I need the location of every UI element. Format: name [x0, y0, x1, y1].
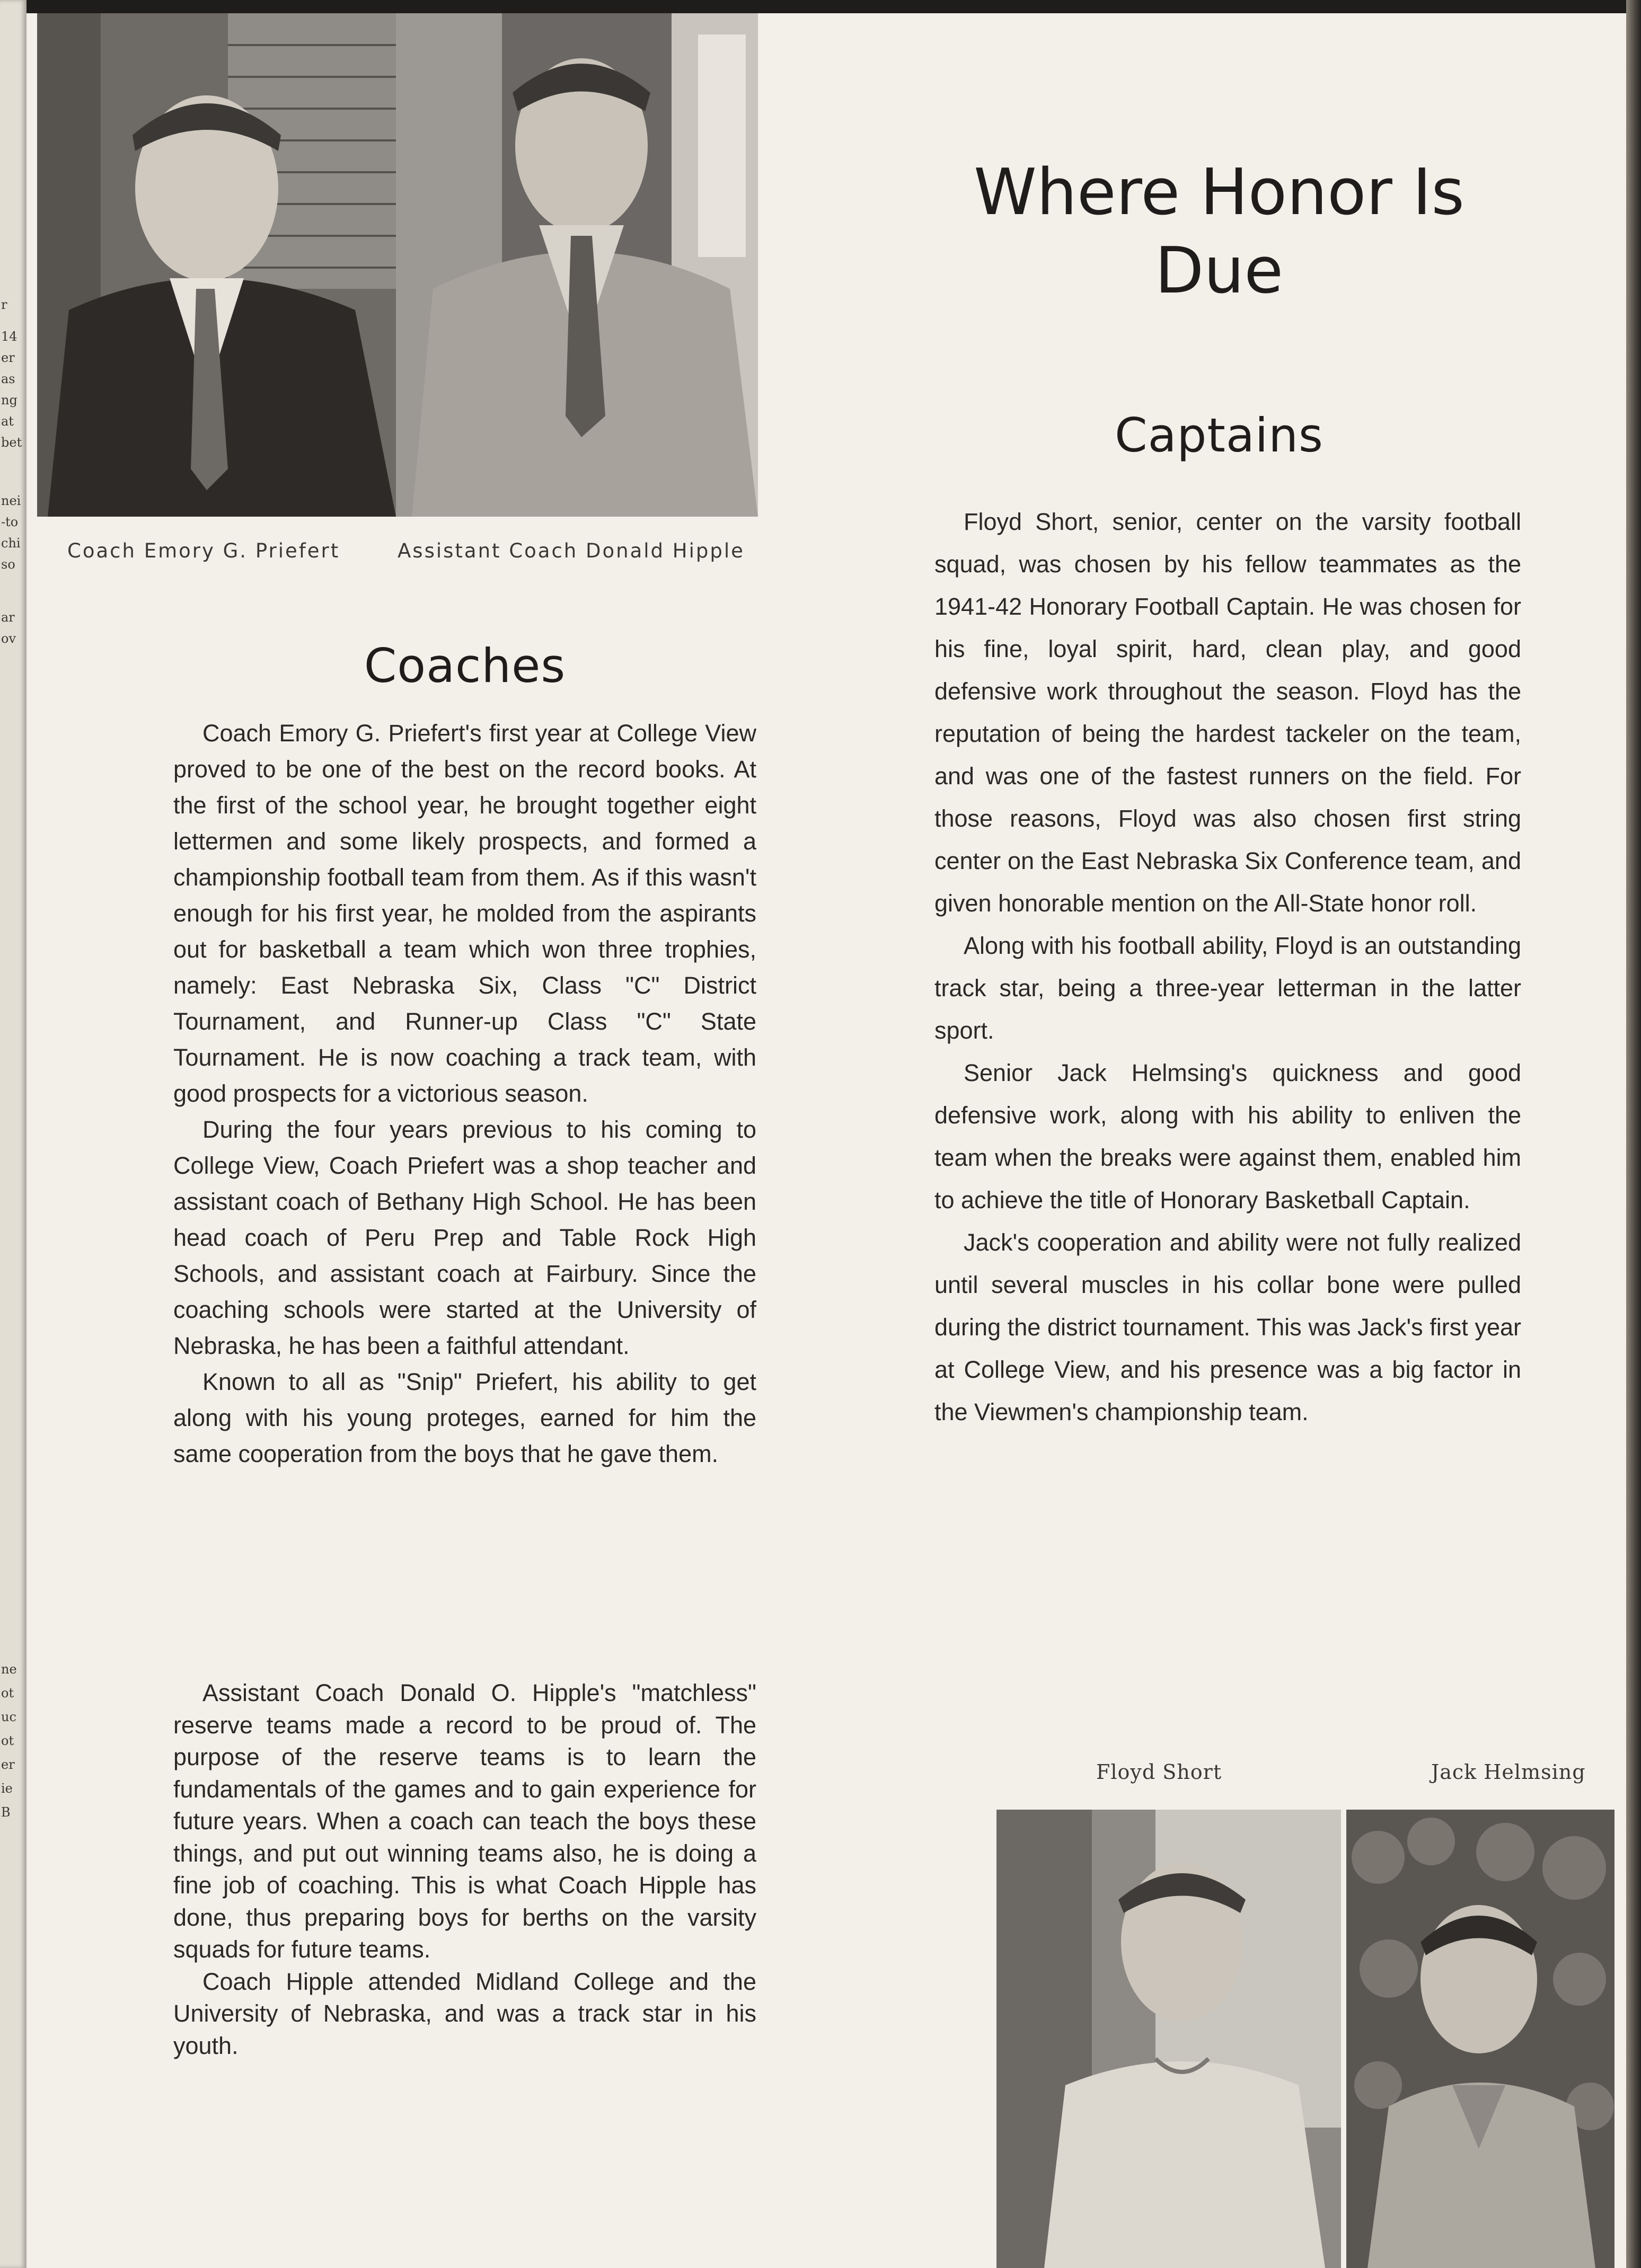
previous-page-edge: [0, 0, 27, 2268]
prev-page-fragment: ov: [1, 631, 16, 646]
captains-body: [934, 501, 1521, 1433]
prev-page-fragment: er: [1, 1757, 15, 1772]
photo-jack-helmsing: [1346, 1810, 1614, 2268]
caption-coach-priefert: Coach Emory G. Priefert: [67, 539, 340, 562]
captains-paragraph: Along with his football ability, Floyd is an outstanding track star, being a three-year letterman in the latter sport.: [934, 932, 1521, 1044]
photo-coach-priefert: [37, 13, 396, 517]
prev-page-fragment: ot: [1, 1686, 14, 1700]
prev-page-fragment: as: [1, 371, 15, 386]
photo-floyd-short: [996, 1810, 1341, 2268]
prev-page-fragment: ng: [1, 393, 17, 407]
prev-page-fragment: ie: [1, 1781, 13, 1796]
page-binding-edge: [1626, 0, 1641, 2268]
prev-page-fragment: ot: [1, 1733, 14, 1748]
coaches-paragraph: Coach Emory G. Priefert's first year at College View proved to be one of the best on the record books. At the first of the school year, he brought together eight lettermen and some likely prospects, and formed a championship football team from them. As if this wasn't enough for his first year, he molded from the aspirants out for basketball a team which won three trophies, namely: East Nebraska Six, Class "C" District Tournament, and Runner-up Class "C" State Tournament. He is now coaching a track team, with good prospects for a victorious season.: [173, 720, 756, 1107]
coaches-paragraph: Coach Hipple attended Midland College and the University of Nebraska, and was a track star in his youth.: [173, 1968, 756, 2059]
coaches-paragraph: Assistant Coach Donald O. Hipple's "matchless" reserve teams made a record to be proud of. The purpose of the reserve teams is to learn the fundamentals of the games and to gain experience for future years. When a coach can teach the boys these things, and put out winning teams also, he is doing a fine job of coaching. This is what Coach Hipple has done, thus preparing boys for berths on the varsity squads for future teams.: [173, 1679, 756, 1963]
prev-page-fragment: r: [1, 297, 7, 312]
caption-floyd-short: Floyd Short: [1096, 1760, 1222, 1784]
prev-page-fragment: ne: [1, 1662, 17, 1677]
prev-page-fragment: bet: [1, 435, 22, 450]
caption-jack-helmsing: Jack Helmsing: [1431, 1760, 1586, 1784]
page-title: Where Honor Is Due: [974, 156, 1464, 308]
photo-coach-hipple: [396, 13, 758, 517]
prev-page-fragment: so: [1, 557, 15, 572]
prev-page-fragment: 14: [1, 329, 17, 344]
coaches-paragraph: Known to all as "Snip" Priefert, his ability to get along with his young proteges, earned for him the same cooperation from the boys that he gave them.: [173, 1368, 756, 1467]
coaches-body-continued: [173, 1677, 756, 2062]
captains-heading: Captains: [1115, 408, 1324, 463]
coaches-heading: Coaches: [364, 639, 566, 693]
prev-page-fragment: er: [1, 350, 15, 365]
caption-coach-hipple: Assistant Coach Donald Hipple: [398, 539, 745, 562]
prev-page-fragment: -to: [1, 515, 19, 529]
prev-page-fragment: ar: [1, 610, 15, 625]
captains-paragraph: Floyd Short, senior, center on the varsity football squad, was chosen by his fellow teammates as the 1941-42 Honorary Football Captain. He was chosen for his fine, loyal spirit, hard, clean play, and good defensive work throughout the season. Floyd has the reputation of being the hardest tackeler on the team, and was one of the fastest runners on the field. For those reasons, Floyd was also chosen first string center on the East Nebraska Six Conference team, and given honorable mention on the All-State honor roll.: [934, 508, 1521, 917]
prev-page-fragment: uc: [1, 1709, 16, 1724]
prev-page-fragment: chi: [1, 536, 21, 551]
prev-page-fragment: nei: [1, 493, 21, 508]
prev-page-fragment: B: [1, 1805, 11, 1820]
prev-page-fragment: at: [1, 414, 14, 429]
coaches-body: [173, 715, 756, 1472]
captains-paragraph: Jack's cooperation and ability were not fully realized until several muscles in his collar bone were pulled during the district tournament. This was Jack's first year at College View, and his presence was a big factor in the Viewmen's championship team.: [934, 1229, 1521, 1425]
captains-paragraph: Senior Jack Helmsing's quickness and good defensive work, along with his ability to enliven the team when the breaks were against them, enabled him to achieve the title of Honorary Basketball Captain.: [934, 1059, 1521, 1213]
coaches-paragraph: During the four years previous to his coming to College View, Coach Priefert was a shop teacher and assistant coach of Bethany High School. He has been head coach of Peru Prep and Table Rock High Schools, and assistant coach at Fairbury. Since the coaching schools were started at the University of Nebraska, he has been a faithful attendant.: [173, 1116, 756, 1359]
